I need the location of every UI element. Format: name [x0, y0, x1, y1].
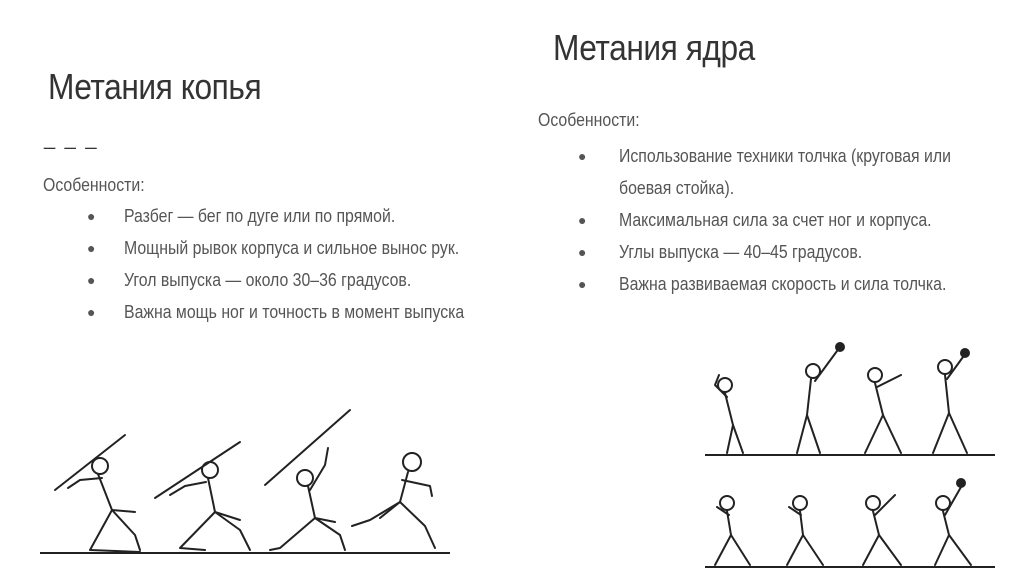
shot-put-athlete-2	[797, 343, 844, 453]
list-item-text: Использование техники толчка (круговая или боевая стойка).	[619, 146, 951, 198]
javelin-athlete-4	[352, 453, 435, 548]
shot-put-features-label: Особенности:	[538, 110, 640, 130]
bullet-icon: ●	[87, 272, 96, 288]
list-item-text: Углы выпуска — 40–45 градусов.	[619, 242, 863, 262]
shot-put-athlete-4	[933, 349, 969, 453]
list-item-text: Разбег — бег по дуге или по прямой.	[124, 206, 396, 226]
shot-put-features-list	[578, 140, 983, 300]
javelin-athlete-1	[55, 435, 140, 552]
title-divider: _ _ _	[44, 128, 99, 150]
list-item	[578, 268, 983, 300]
list-item-text: Важна развиваемая скорость и сила толчка.	[619, 274, 947, 294]
bullet-icon: ●	[87, 208, 96, 224]
shot-put-athlete-5	[715, 496, 750, 565]
bullet-icon: ●	[578, 244, 587, 260]
javelin-throw-illustration	[40, 400, 460, 560]
shot-put-athlete-7	[863, 495, 901, 565]
javelin-athlete-3	[265, 410, 350, 550]
shot-put-athlete-8	[935, 479, 971, 565]
list-item	[578, 236, 983, 268]
list-item	[87, 296, 492, 328]
shot-put-athlete-3	[865, 368, 901, 453]
javelin-features-list	[87, 200, 492, 328]
shot-put-title: Метания ядра	[553, 27, 755, 68]
list-item-text: Максимальная сила за счет ног и корпуса.	[619, 210, 932, 230]
bullet-icon: ●	[87, 240, 96, 256]
javelin-athlete-2	[155, 442, 250, 550]
shot-put-illustration	[705, 335, 1005, 570]
list-item	[578, 140, 983, 204]
list-item	[87, 232, 492, 264]
bullet-icon: ●	[578, 212, 587, 228]
shot-put-athlete-6	[787, 496, 823, 565]
javelin-features-label: Особенности:	[43, 175, 145, 195]
list-item	[578, 204, 983, 236]
bullet-icon: ●	[87, 304, 96, 320]
bullet-icon: ●	[578, 148, 587, 164]
shot-put-athlete-1	[715, 375, 743, 453]
list-item	[87, 200, 492, 232]
list-item-text: Мощный рывок корпуса и сильное вынос рук.	[124, 238, 460, 258]
list-item-text: Важна мощь ног и точность в момент выпуска	[124, 302, 465, 322]
list-item-text: Угол выпуска — около 30–36 градусов.	[124, 270, 412, 290]
bullet-icon: ●	[578, 276, 587, 292]
list-item	[87, 264, 492, 296]
javelin-title: Метания копья	[48, 66, 262, 107]
